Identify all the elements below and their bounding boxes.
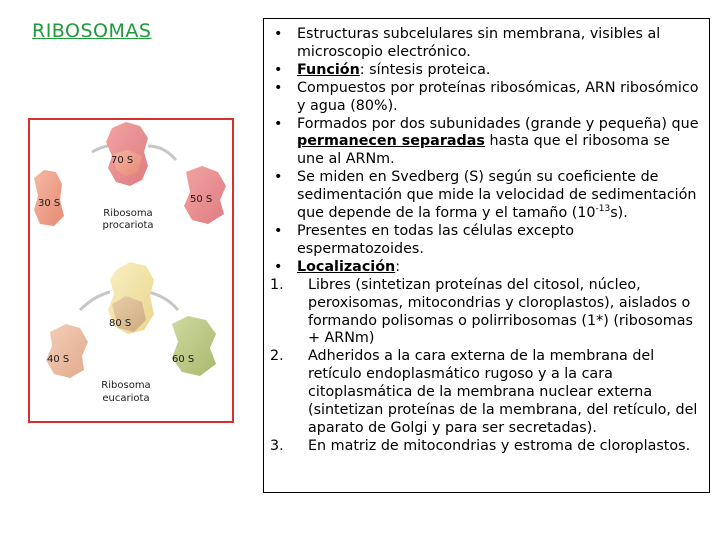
arrow-icon bbox=[80, 292, 110, 310]
arrow-icon bbox=[148, 146, 176, 160]
list-item: 2. Adheridos a la cara externa de la membrana del retículo endoplasmático rugoso y a la cara citoplasmática de la membrana nuclear externa (sintetizan proteínas de la membrana, del retículo, del aparato de Golgi y para ser secretadas). bbox=[270, 348, 698, 436]
ribosome-40s-shape bbox=[46, 324, 88, 378]
bullet-list bbox=[270, 26, 701, 277]
caption-prokaryote-line2: procariota bbox=[102, 220, 154, 231]
bullet-presence: • Presentes en todas las células excepto espermatozoides. bbox=[270, 223, 701, 259]
bullet-subunits: • Formados por dos subunidades (grande y pequeña) que permanecen separadas hasta que el ribosoma se une al ARNm. bbox=[270, 116, 701, 170]
bullet-svedberg: • Se miden en Svedberg (S) según su coeficiente de sedimentación que mide la velocidad de sedimentación que depende de la forma y el tamaño $(10^{-13}s)$. bbox=[270, 169, 701, 223]
list-item: 3. En matriz de mitocondrias y estroma de cloroplastos. bbox=[270, 437, 691, 454]
caption-eukaryote-line2: eucariota bbox=[102, 393, 150, 404]
content-box bbox=[263, 18, 710, 493]
label-40s: 40 S bbox=[47, 354, 70, 365]
list-item: 1. Libres (sintetizan proteínas del citosol, núcleo, peroxisomas, mitocondrias y cloroplastos), aislados o formando polisomas o polirribosomas (1*) (ribosomas + ARNm) bbox=[270, 276, 693, 347]
label-50s: 50 S bbox=[190, 194, 213, 205]
ribosome-70s-shape bbox=[106, 122, 148, 186]
ribosome-illustration bbox=[30, 120, 236, 425]
label-60s: 60 S bbox=[172, 354, 195, 365]
caption-prokaryote-line1: Ribosoma bbox=[103, 208, 153, 219]
ribosome-figure bbox=[28, 118, 234, 423]
bullet-location: • Localización: bbox=[270, 259, 701, 277]
numbered-list bbox=[270, 277, 701, 456]
caption-eukaryote-line1: Ribosoma bbox=[101, 380, 151, 391]
label-80s: 80 S bbox=[109, 318, 132, 329]
bullet-function: • Función: síntesis proteica. bbox=[270, 62, 701, 80]
bullet-composition: • Compuestos por proteínas ribosómicas, ARN ribosómico y agua (80%). bbox=[270, 80, 701, 116]
page-title: RIBOSOMAS bbox=[32, 20, 152, 42]
bullet-structure: • Estructuras subcelulares sin membrana, visibles al microscopio electrónico. bbox=[270, 26, 701, 62]
label-30s: 30 S bbox=[38, 198, 61, 209]
label-70s: 70 S bbox=[111, 155, 134, 166]
ribosome-60s-shape bbox=[172, 316, 216, 376]
